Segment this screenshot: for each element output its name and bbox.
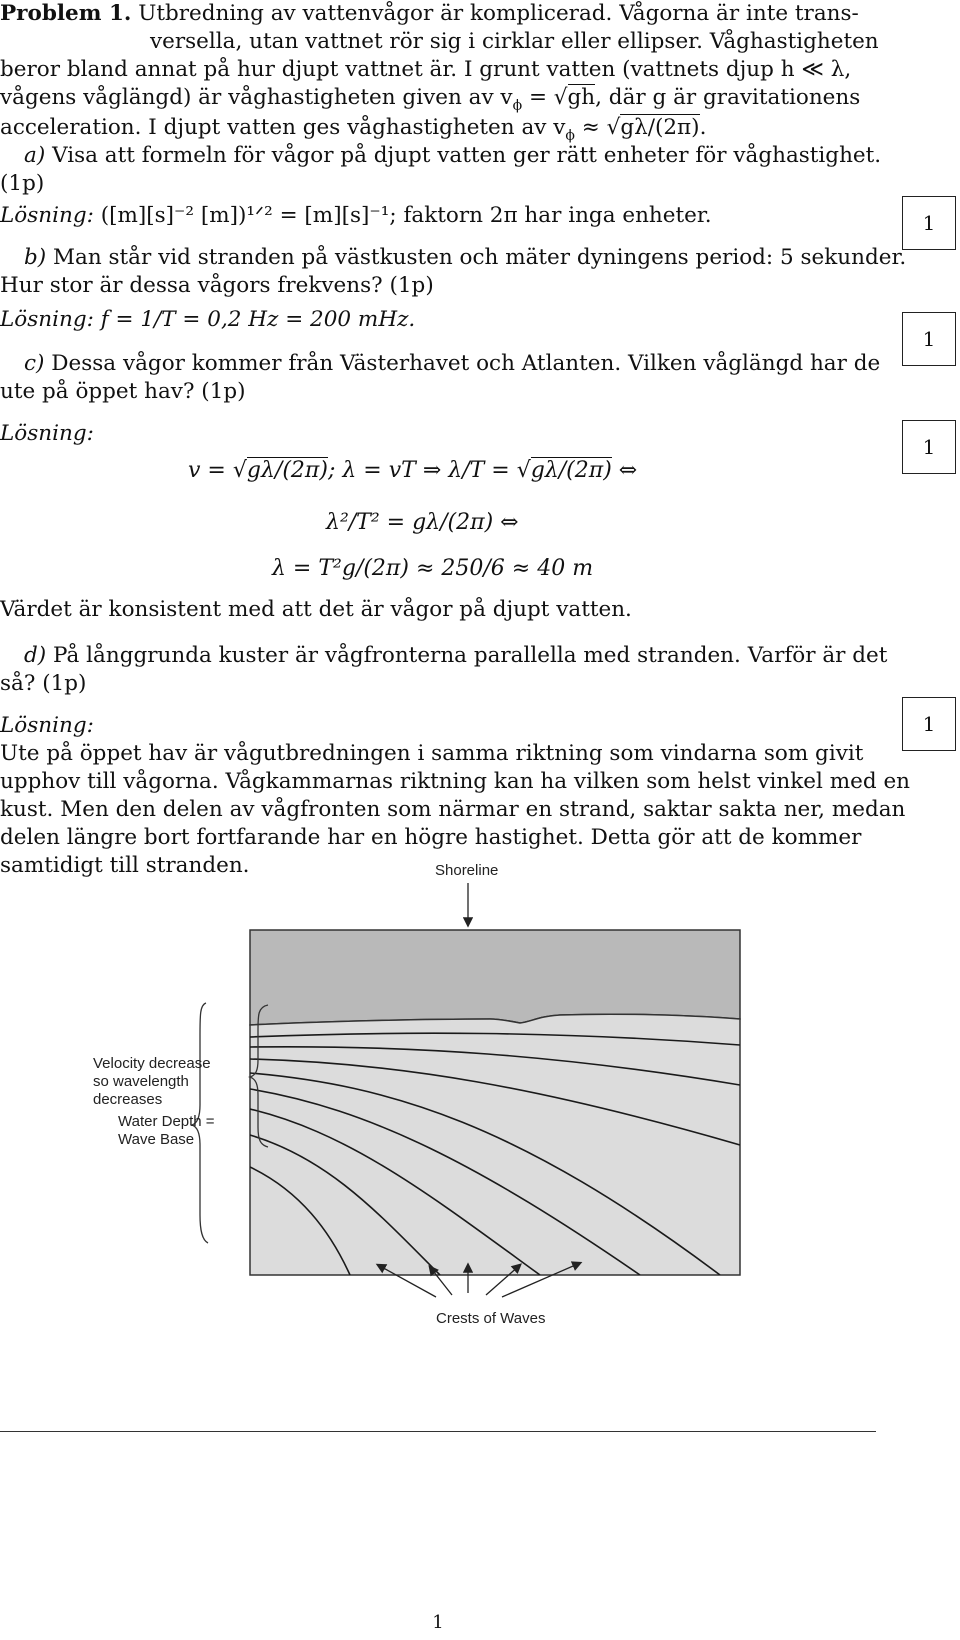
part-b-score-box: 1 <box>902 312 956 366</box>
velocity-label-line-1: Velocity decrease <box>93 1055 211 1072</box>
part-d-score-box: 1 <box>902 697 956 751</box>
part-c-question-1: c) Dessa vågor kommer från Västerhavet och Atlanten. Vilken våglängd har de <box>24 351 881 376</box>
part-c-question-2: ute på öppet hav? (1p) <box>0 379 246 404</box>
depth-label-line-1: Water Depth = <box>118 1113 215 1130</box>
part-a-question: a) Visa att formeln för vågor på djupt vatten ger rätt enheter för våghastighet. <box>24 143 882 168</box>
land-area <box>250 930 740 1025</box>
part-d-answer-line-4: delen längre bort fortfarande har en högre hastighet. Detta gör att de kommer <box>0 825 862 850</box>
part-d-answer-line-1: Ute på öppet hav är vågutbredningen i samma riktning som vindarna som givit <box>0 741 864 766</box>
part-a-points: (1p) <box>0 171 45 196</box>
crests-label: Crests of Waves <box>436 1310 546 1327</box>
page-number: 1 <box>432 1612 444 1633</box>
velocity-label-line-3: decreases <box>93 1091 163 1108</box>
part-d-solution-label: Lösning: <box>0 713 94 738</box>
part-d-answer-line-5: samtidigt till stranden. <box>0 853 250 878</box>
problem-heading: Problem 1. <box>0 1 132 26</box>
depth-label-line-2: Wave Base <box>118 1131 195 1148</box>
intro-line-1: Problem 1. Utbredning av vattenvågor är komplicerad. Vågorna är inte trans- <box>0 1 859 26</box>
intro-line-4: vågens våglängd) är våghastigheten given av $v_\phi = √gh$, där g är gravitationens <box>0 85 861 114</box>
part-d-question-1: d) På långgrunda kuster är vågfronterna parallella med stranden. Varför är det <box>24 643 888 668</box>
intro-line-3: beror bland annat på hur djupt vattnet är. I grunt vatten (vattnets djup h ≪ λ, <box>0 57 852 82</box>
part-a-solution: Lösning: ([m][s]⁻² [m])¹ᐟ² = [m][s]⁻¹; faktorn 2π har inga enheter. <box>0 203 712 228</box>
part-b-question-1: b) Man står vid stranden på västkusten och mäter dyningens period: 5 sekunder. <box>24 245 907 270</box>
part-d-answer-line-2: upphov till vågorna. Vågkammarnas riktning kan ha vilken som helst vinkel med en <box>0 769 911 794</box>
intro-line-2: versella, utan vattnet rör sig i cirklar eller ellipser. Våghastigheten <box>150 29 879 54</box>
part-c-equation-3: λ = T²g/(2π) ≈ 250/6 ≈ 40 m <box>272 556 594 581</box>
velocity-label-line-2: so wavelength <box>93 1073 189 1090</box>
part-c-conclusion: Värdet är konsistent med att det är vågor på djupt vatten. <box>0 597 632 622</box>
part-c-score-box: 1 <box>902 420 956 474</box>
part-c-solution-label: Lösning: <box>0 421 94 446</box>
intro-line-5: acceleration. I djupt vatten ges våghastigheten av $v_\phi \approx √g\lambda/(2\pi)$. <box>0 115 707 144</box>
part-c-equation-1: v = √gλ/(2π); λ = vT ⇒ λ/T = √gλ/(2π) ⇔ <box>188 458 638 483</box>
part-c-equation-2: λ²/T² = gλ/(2π) ⇔ <box>326 510 519 535</box>
part-a-score-box: 1 <box>902 196 956 250</box>
part-d-question-2: så? (1p) <box>0 671 87 696</box>
footer-rule <box>0 1431 876 1432</box>
shoreline-label: Shoreline <box>435 862 499 879</box>
part-d-answer-line-3: kust. Men den delen av vågfronten som närmar en strand, saktar sakta ner, medan <box>0 797 906 822</box>
part-b-question-2: Hur stor är dessa vågors frekvens? (1p) <box>0 273 434 298</box>
part-b-solution: Lösning: f = 1/T = 0,2 Hz = 200 mHz. <box>0 307 416 332</box>
